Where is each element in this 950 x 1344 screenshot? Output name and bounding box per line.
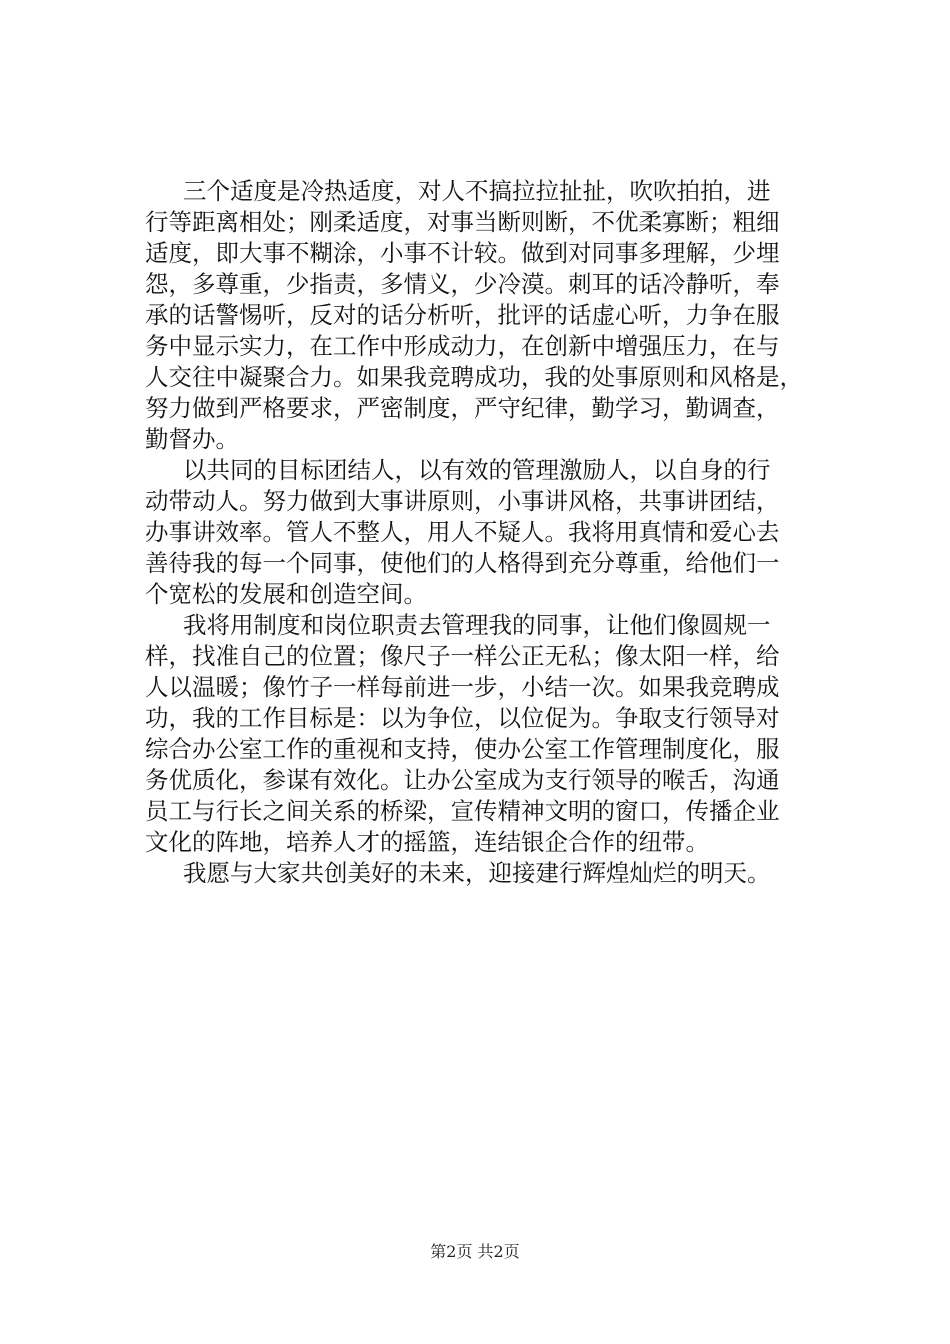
text-line: 承的话警惕听，反对的话分析听，批评的话虚心听，力争在服: [145, 301, 780, 329]
text-line: 综合办公室工作的重视和支持，使办公室工作管理制度化，服: [145, 735, 780, 763]
document-body: [145, 176, 845, 889]
text-line: 个宽松的发展和创造空间。: [145, 580, 427, 608]
text-line: 动带动人。努力做到大事讲原则，小事讲风格，共事讲团结，: [145, 487, 780, 515]
text-line: 怨，多尊重，少指责，多情义，少冷漠。刺耳的话冷静听，奉: [145, 270, 780, 298]
text-line: 以共同的目标团结人，以有效的管理激励人，以自身的行: [183, 456, 771, 484]
text-line: 务优质化，参谋有效化。让办公室成为支行领导的喉舌，沟通: [145, 766, 780, 794]
text-line: 努力做到严格要求，严密制度，严守纪律，勤学习，勤调查，: [145, 394, 780, 422]
text-line: 我愿与大家共创美好的未来，迎接建行辉煌灿烂的明天。: [183, 859, 771, 887]
text-line: 人以温暖；像竹子一样每前进一步，小结一次。如果我竞聘成: [145, 673, 780, 701]
page-number-footer: 第2页 共2页: [430, 1242, 520, 1261]
text-line: 员工与行长之间关系的桥梁，宣传精神文明的窗口，传播企业: [145, 797, 780, 825]
text-line: 勤督办。: [145, 425, 239, 453]
text-line: 人交往中凝聚合力。如果我竞聘成功，我的处事原则和风格是，: [145, 363, 803, 391]
text-line: 功，我的工作目标是：以为争位，以位促为。争取支行领导对: [145, 704, 780, 732]
text-line: 善待我的每一个同事，使他们的人格得到充分尊重，给他们一: [145, 549, 780, 577]
text-line: 文化的阵地，培养人才的摇篮，连结银企合作的纽带。: [145, 828, 709, 856]
text-line: 行等距离相处；刚柔适度，对事当断则断，不优柔寡断；粗细: [145, 208, 780, 236]
text-line: 务中显示实力，在工作中形成动力，在创新中增强压力，在与: [145, 332, 780, 360]
text-line: 适度，即大事不糊涂，小事不计较。做到对同事多理解，少埋: [145, 239, 780, 267]
text-line: 办事讲效率。管人不整人，用人不疑人。我将用真情和爱心去: [145, 518, 780, 546]
text-line: 样，找准自己的位置；像尺子一样公正无私；像太阳一样，给: [145, 642, 780, 670]
text-line: 我将用制度和岗位职责去管理我的同事，让他们像圆规一: [183, 611, 771, 639]
text-line: 三个适度是冷热适度，对人不搞拉拉扯扯，吹吹拍拍，进: [183, 177, 771, 205]
